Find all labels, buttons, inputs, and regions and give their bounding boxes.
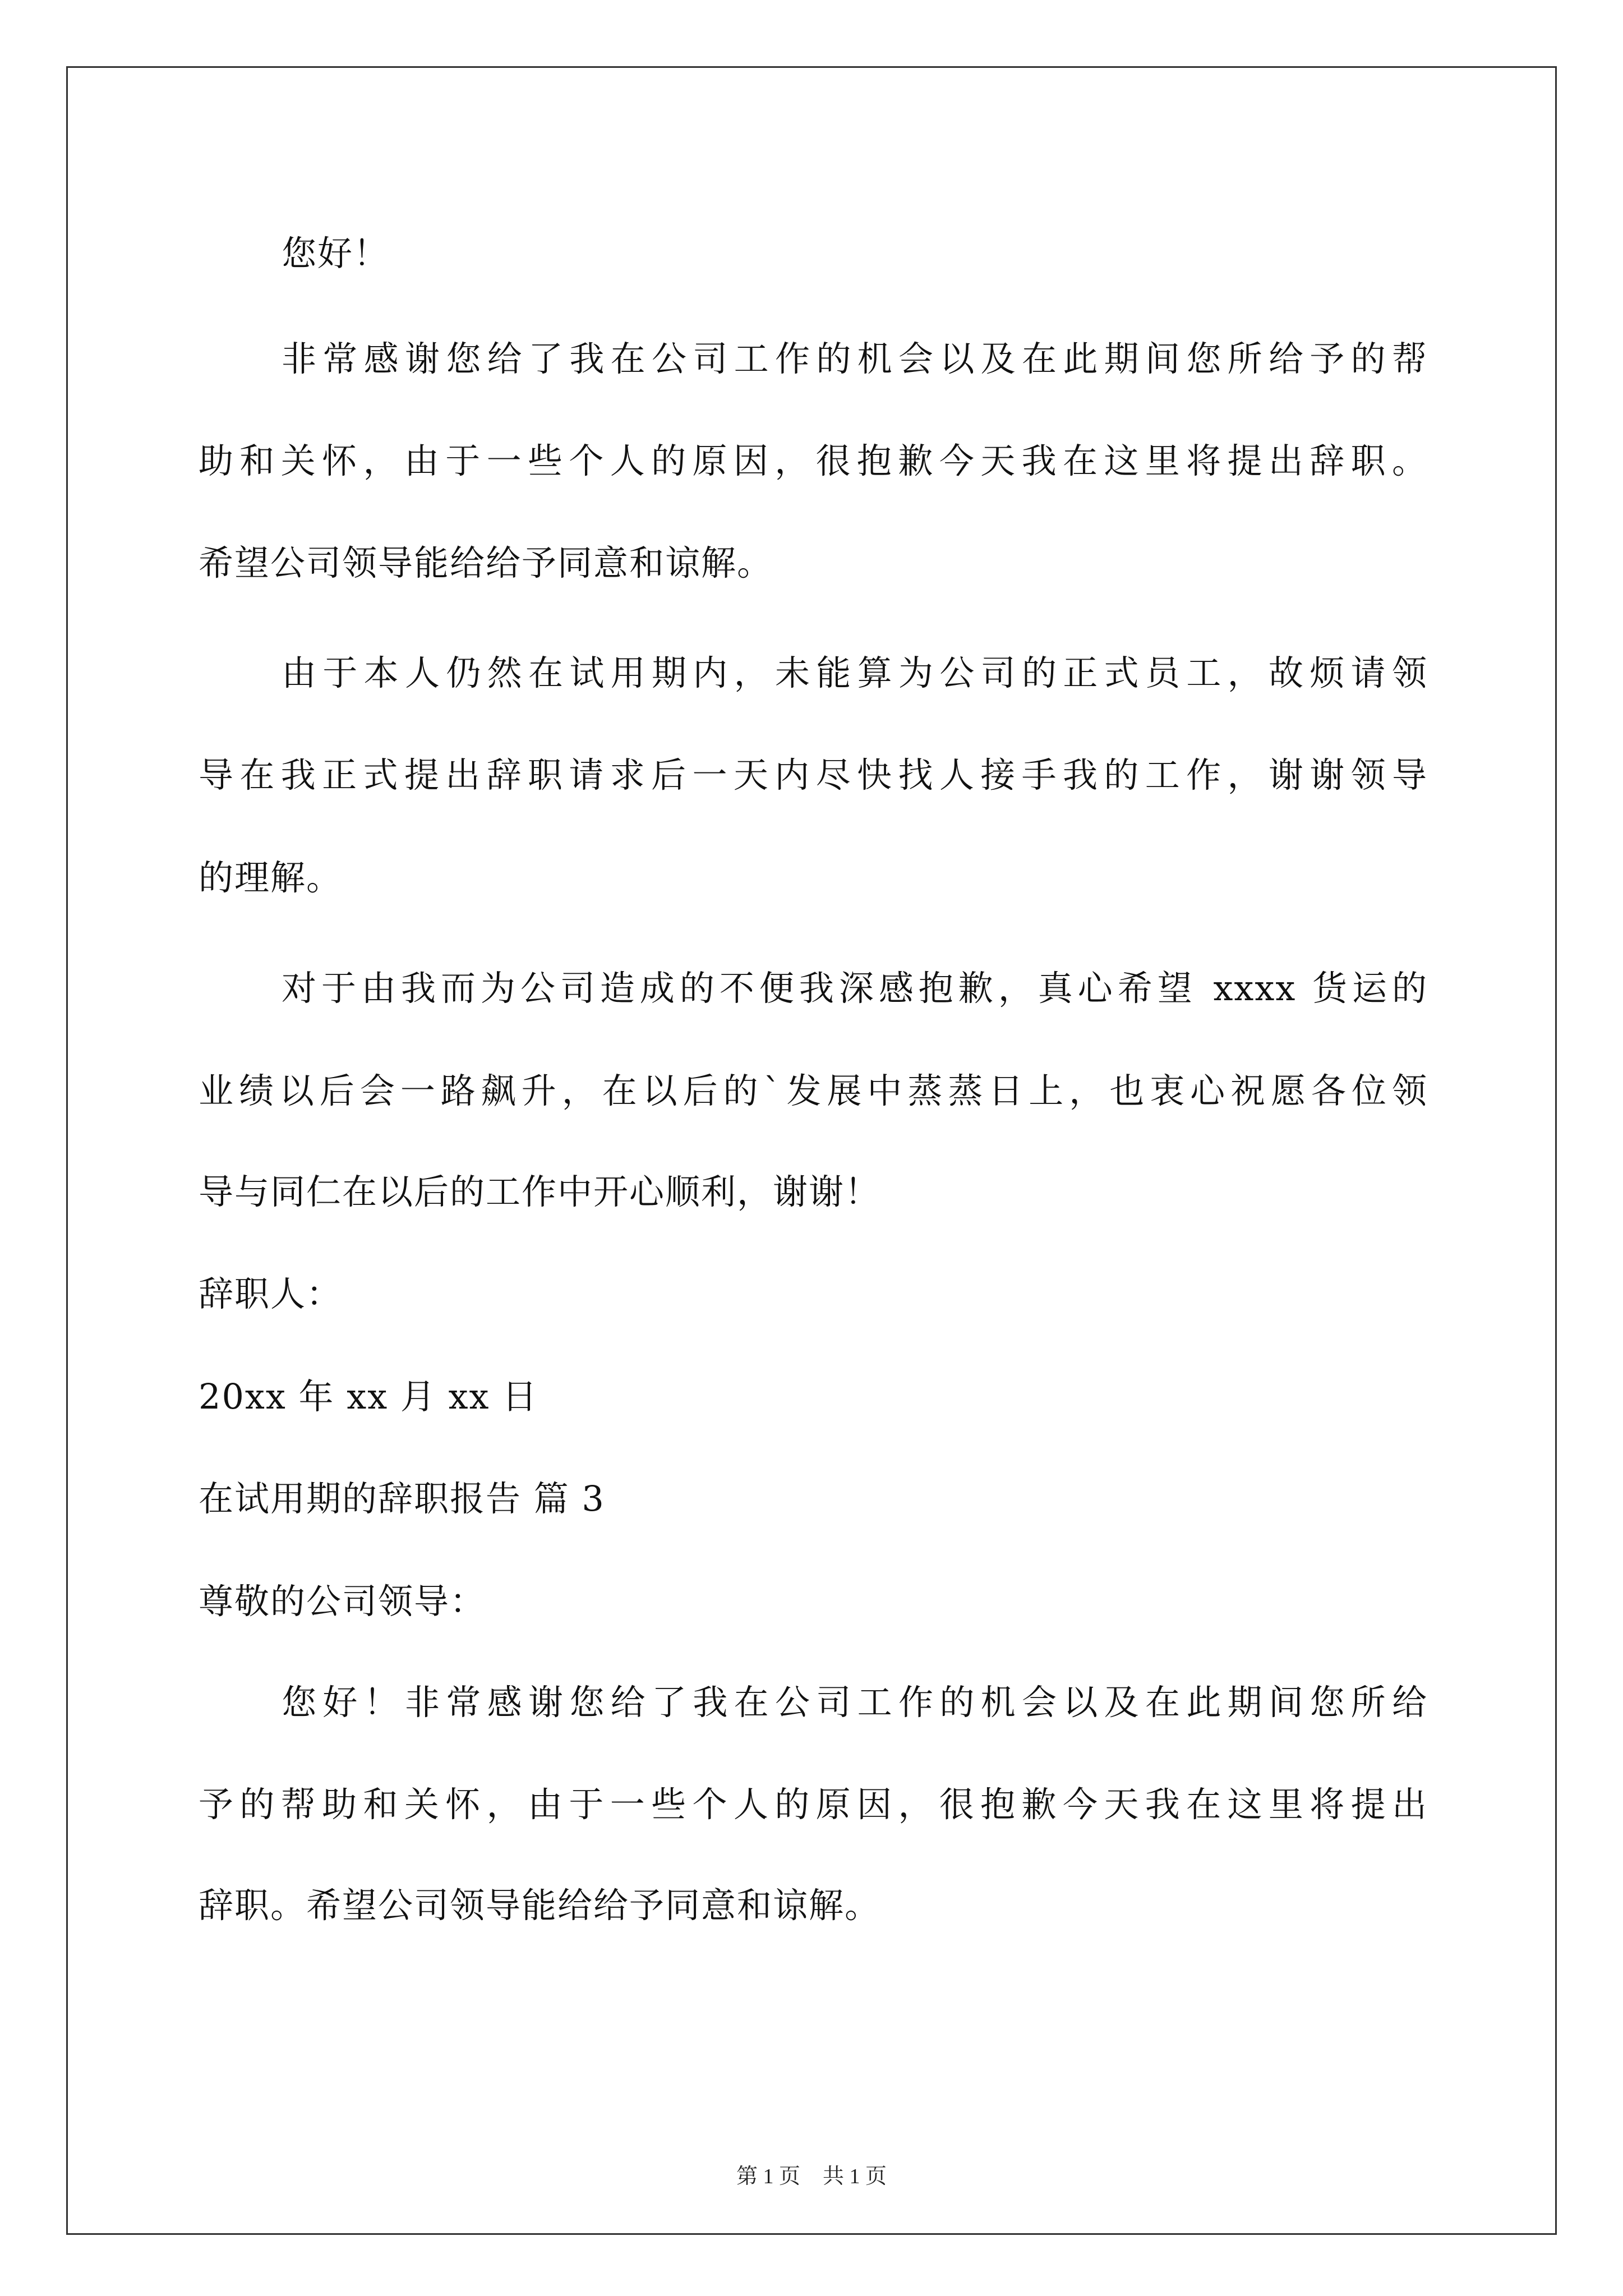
greeting: 您好！ bbox=[282, 233, 390, 274]
paragraph-line: 希望公司领导能给给予同意和谅解。 bbox=[199, 542, 773, 583]
letter-date: 20xx 年 xx 月 xx 日 bbox=[199, 1376, 538, 1417]
paragraph-line: 助和关怀，由于一些个人的原因，很抱歉今天我在这里将提出辞职。 bbox=[199, 440, 1428, 481]
section-title: 在试用期的辞职报告 篇 3 bbox=[199, 1478, 605, 1519]
paragraph-line: 对于由我而为公司造成的不便我深感抱歉，真心希望 xxxx 货运的 bbox=[282, 968, 1428, 1009]
page-total: 共 1 页 bbox=[823, 2165, 887, 2188]
paragraph-line: 的理解。 bbox=[199, 857, 343, 898]
paragraph-line: 导在我正式提出辞职请求后一天内尽快找人接手我的工作，谢谢领导 bbox=[199, 754, 1428, 795]
salutation: 尊敬的公司领导： bbox=[199, 1581, 486, 1622]
paragraph-line: 辞职。希望公司领导能给给予同意和谅解。 bbox=[199, 1885, 881, 1926]
paragraph-line: 您好！非常感谢您给了我在公司工作的机会以及在此期间您所给 bbox=[282, 1682, 1428, 1723]
paragraph-line: 业绩以后会一路飙升，在以后的`发展中蒸蒸日上，也衷心祝愿各位领 bbox=[199, 1070, 1428, 1111]
page-number: 第 1 页 bbox=[736, 2165, 800, 2188]
paragraph-line: 由于本人仍然在试用期内，未能算为公司的正式员工，故烦请领 bbox=[282, 652, 1428, 693]
paragraph-line: 非常感谢您给了我在公司工作的机会以及在此期间您所给予的帮 bbox=[282, 338, 1428, 379]
page-footer bbox=[0, 2162, 1623, 2191]
paragraph-line: 导与同仁在以后的工作中开心顺利，谢谢！ bbox=[199, 1171, 881, 1212]
signature-label: 辞职人： bbox=[199, 1273, 343, 1314]
paragraph-line: 予的帮助和关怀，由于一些个人的原因，很抱歉今天我在这里将提出 bbox=[199, 1784, 1428, 1825]
